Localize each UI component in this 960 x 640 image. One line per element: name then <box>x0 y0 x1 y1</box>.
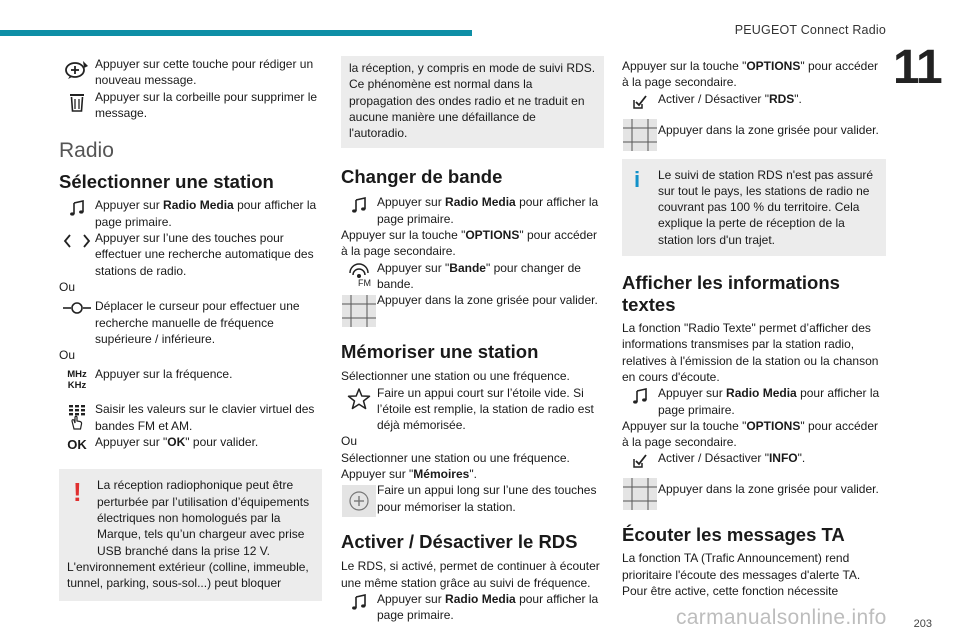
rds-step-1 <box>341 591 604 624</box>
rds-step-3 <box>622 91 886 110</box>
mem-step-2-text: Faire un appui court sur l’étoile vide. Si l’étoile est remplie, la station de radio est déjà mémorisée. <box>377 385 594 433</box>
warning-box-continued <box>341 56 604 148</box>
warning-icon: ! <box>73 477 82 508</box>
mem-step-2 <box>341 385 604 434</box>
select-step-6-c: " pour valider. <box>185 435 259 450</box>
band-step-4-text: Appuyer dans la zone grisée pour valider. <box>377 293 598 308</box>
options-label: OPTIONS <box>746 59 801 73</box>
select-step-1 <box>59 197 322 230</box>
heading-ta: Écouter les messages TA <box>622 524 845 546</box>
ok-icon <box>59 434 95 453</box>
star-icon <box>341 385 377 410</box>
running-header: PEUGEOT Connect Radio <box>734 23 886 37</box>
band-step-3-c: " pour changer de bande. <box>377 260 581 291</box>
select-step-1-c: pour afficher la page primaire. <box>95 198 317 229</box>
info-label: INFO <box>768 451 798 466</box>
or-text-2: Ou <box>59 348 76 363</box>
grey-zone-icon <box>341 292 377 327</box>
compose-icon <box>59 56 95 79</box>
select-step-2-text: Appuyer sur l’une des touches pour effectuer une recherche automatique des stations de radio. <box>95 231 314 278</box>
rds-step-4-text: Appuyer dans la zone grisée pour valider. <box>658 122 879 137</box>
select-step-4 <box>59 366 322 391</box>
ta-intro: La fonction TA (Trafic Announcement) rend prioritaire l'écoute des messages d'alerte TA. Pour être active, cette fonction nécessite <box>622 551 861 599</box>
keypad-icon <box>59 401 95 430</box>
select-step-3-text: Déplacer le curseur pour effectuer une recherche manuelle de fréquence supérieure / inférieure. <box>95 299 300 346</box>
heading-save-station: Mémoriser une station <box>341 341 539 363</box>
svg-text:FM: FM <box>358 277 371 287</box>
select-step-6-a: Appuyer sur " <box>95 435 168 450</box>
mhz-label: MHz <box>67 369 87 381</box>
add-preset-icon <box>341 482 377 517</box>
checkbox-icon <box>622 91 658 110</box>
text-step-3-c: ". <box>797 451 806 466</box>
band-step-4 <box>341 292 604 327</box>
band-step-1 <box>341 194 604 227</box>
delete-text: Appuyer sur la corbeille pour supprimer le message. <box>95 89 318 120</box>
select-step-1-a: Appuyer sur <box>95 198 164 213</box>
or-text-3: Ou <box>341 434 358 449</box>
music-note-icon <box>341 591 377 610</box>
band-step-3-a: Appuyer sur " <box>377 260 450 275</box>
music-note-icon <box>622 385 658 404</box>
text-intro: La fonction "Radio Texte" permet d’afficher des informations transmises par la station radio, relatives à l'émission de la station ou la chanson en cours d'écoute. <box>622 321 879 384</box>
chapter-number: 11 <box>893 41 942 94</box>
heading-select-station: Sélectionner une station <box>59 171 274 193</box>
memories-label: Mémoires <box>413 467 470 482</box>
radio-media-label: Radio Media <box>726 386 797 401</box>
rds-step-4 <box>622 116 886 151</box>
mem-step-4-c: ". <box>469 467 477 482</box>
rds-intro: Le RDS, si activé, permet de continuer à écouter une même station grâce au suivi de fréquence. <box>341 559 600 590</box>
rds-label: RDS <box>768 91 795 106</box>
khz-label: KHz <box>67 380 87 392</box>
page-number: 203 <box>913 618 932 630</box>
warning-box <box>59 469 322 601</box>
column-2 <box>341 56 604 624</box>
select-step-5 <box>59 401 322 434</box>
heading-rds: Activer / Désactiver le RDS <box>341 531 578 553</box>
radio-media-label: Radio Media <box>163 198 234 213</box>
select-step-5-text: Saisir les valeurs sur le clavier virtuel des bandes FM et AM. <box>95 402 315 433</box>
ok-key-label: OK <box>67 437 87 453</box>
compose-text: Appuyer sur cette touche pour rédiger un nouveau message. <box>95 57 314 88</box>
heading-text-info: Afficher les informations textes <box>622 272 840 316</box>
heading-change-band: Changer de bande <box>341 166 503 188</box>
select-step-6 <box>59 434 322 453</box>
select-step-3 <box>59 298 322 347</box>
text-step-1-c: pour afficher la page primaire. <box>658 386 880 417</box>
text-step-4-text: Appuyer dans la zone grisée pour valider. <box>658 482 879 497</box>
rds-step-1-c: pour afficher la page primaire. <box>377 591 599 623</box>
rds-step-1-a: Appuyer sur <box>377 591 446 606</box>
grey-zone-icon <box>622 475 658 510</box>
radio-media-label: Radio Media <box>445 195 516 210</box>
text-step-4 <box>622 475 886 510</box>
or-text-1: Ou <box>59 279 76 294</box>
text-step-2-c: " pour accéder à la page secondaire. <box>622 418 878 450</box>
mem-step-4-a: Appuyer sur " <box>341 467 414 482</box>
select-step-4-text: Appuyer sur la fréquence. <box>95 367 233 382</box>
grey-zone-icon <box>622 116 658 151</box>
header-accent-bar <box>0 30 472 36</box>
text-step-2-a: Appuyer sur la touche " <box>622 418 747 433</box>
music-note-icon <box>59 197 95 216</box>
options-label: OPTIONS <box>465 228 520 243</box>
text-step-1 <box>622 385 886 418</box>
text-step-1-a: Appuyer sur <box>658 386 727 401</box>
watermark: carmanualsonline.info <box>676 606 887 629</box>
column-1 <box>59 56 322 601</box>
delete-step <box>59 89 322 122</box>
band-step-1-c: pour afficher la page primaire. <box>377 195 599 226</box>
rds-step-3-c: ". <box>794 91 802 106</box>
band-step-3 <box>341 260 604 293</box>
compose-step <box>59 56 322 89</box>
checkbox-icon <box>622 450 658 469</box>
rds-step-3-a: Activer / Désactiver " <box>658 91 769 106</box>
trash-icon <box>59 89 95 112</box>
rds-step-2-a: Appuyer sur la touche " <box>622 59 747 73</box>
warning-text-1: La réception radiophonique peut être perturbée par l’utilisation d’équipements électriques non homologués par la Marque, tels qu’un chargeur avec prise USB branché dans la prise 12 V. <box>97 478 310 558</box>
text-step-3 <box>622 450 886 469</box>
info-icon: i <box>634 166 641 192</box>
column-3 <box>622 58 886 599</box>
mhz-khz-icon <box>59 366 95 391</box>
band-step-2-c: " pour accéder à la page secondaire. <box>341 228 597 259</box>
info-box <box>622 159 886 256</box>
section-title-radio: Radio <box>59 139 114 163</box>
music-note-icon <box>341 194 377 213</box>
band-step-2-a: Appuyer sur la touche " <box>341 228 466 243</box>
rds-step-2-c: " pour accéder à la page secondaire. <box>622 59 878 90</box>
band-label: Bande <box>449 260 486 275</box>
warning-continued-text: la réception, y compris en mode de suivi RDS. Ce phénomène est normal dans la propagation des ondes radio et ne traduit en aucune manière une défaillance de l'autoradio. <box>349 61 596 141</box>
fm-band-icon <box>341 260 377 287</box>
select-step-2 <box>59 230 322 279</box>
text-step-3-a: Activer / Désactiver " <box>658 451 769 466</box>
mem-step-5-text: Faire un appui long sur l’une des touches pour mémoriser la station. <box>377 483 597 514</box>
band-step-1-a: Appuyer sur <box>377 195 446 210</box>
info-text: Le suivi de station RDS n'est pas assuré sur tout le pays, les stations de radio ne couvrant pas 100 % du territoire. Cela explique la perte de réception de la station lors d'un trajet. <box>658 167 874 247</box>
options-label: OPTIONS <box>746 418 801 433</box>
mem-step-1: Sélectionner une station ou une fréquence. <box>341 369 570 384</box>
tuning-cursor-icon <box>59 298 95 315</box>
ok-inline-label: OK <box>167 435 186 450</box>
mem-step-3: Sélectionner une station ou une fréquence. <box>341 450 570 465</box>
radio-media-label: Radio Media <box>445 591 516 606</box>
mem-step-5 <box>341 482 604 517</box>
warning-text-2: L'environnement extérieur (colline, immeuble, tunnel, parking, sous-sol...) peut bloquer <box>67 559 309 591</box>
